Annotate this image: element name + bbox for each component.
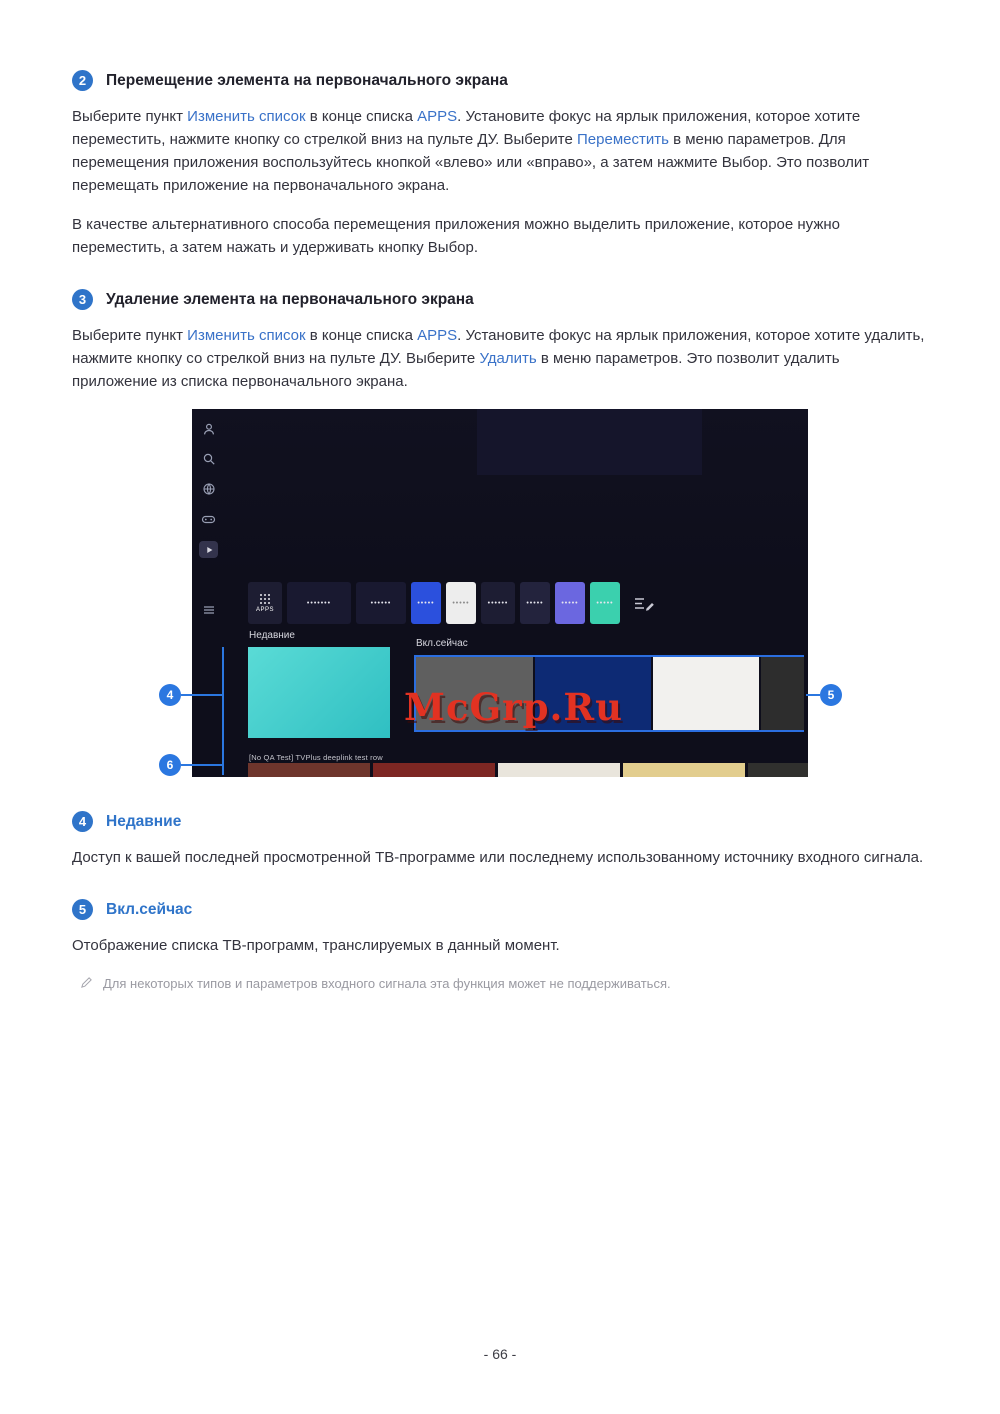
section-title-onnow: Вкл.сейчас bbox=[106, 900, 193, 918]
step-badge-2: 2 bbox=[72, 70, 93, 91]
callout-line-6 bbox=[181, 764, 222, 766]
text: в меню параметров. Для перемещения приложения воспользуйтесь кнопкой «влево» или «вправо», а затем нажмите Выбор. Это позволит перемещать приложение на первоначального экрана. bbox=[72, 131, 870, 194]
text: . Установите фокус на ярлык приложения, которое хотите удалить, нажмите кнопку со стрелкой вниз на пульте ДУ. Выберите bbox=[72, 327, 925, 367]
game-icon bbox=[201, 511, 217, 527]
profile-icon bbox=[201, 421, 217, 437]
paragraph-move-2: В качестве альтернативного способа перемещения приложения можно выделить приложение, которое нужно переместить, а затем нажать и удерживать кнопку Выбор. bbox=[72, 216, 840, 256]
tv-home-screenshot-figure bbox=[72, 409, 928, 777]
apps-label: APPS bbox=[255, 606, 274, 613]
step-badge-4: 4 bbox=[72, 811, 93, 832]
page-number: - 66 - bbox=[483, 1346, 517, 1362]
app-tile: ••••• bbox=[520, 582, 550, 624]
text: в конце списка bbox=[305, 327, 418, 344]
section-header-delete bbox=[72, 289, 928, 310]
section-title-delete: Удаление элемента на первоначального экрана bbox=[106, 290, 474, 308]
app-tile: •••••• bbox=[356, 582, 406, 624]
text: Выберите пункт bbox=[72, 327, 188, 344]
link-move[interactable]: Переместить bbox=[577, 131, 669, 148]
section-title-move: Перемещение элемента на первоначального экрана bbox=[106, 71, 508, 89]
search-icon bbox=[201, 451, 217, 467]
paragraph-onnow: Отображение списка ТВ-программ, транслируемых в данный момент. bbox=[72, 937, 560, 954]
app-tile: ••••• bbox=[555, 582, 585, 624]
edit-list-icon bbox=[631, 591, 655, 615]
app-tile: ••••••• bbox=[287, 582, 351, 624]
bottom-row-tiles bbox=[248, 763, 808, 777]
link-apps[interactable]: APPS bbox=[417, 108, 458, 125]
callout-badge-5: 5 bbox=[820, 684, 842, 706]
grid-dots-icon bbox=[260, 594, 270, 604]
step-badge-5: 5 bbox=[72, 899, 93, 920]
text: . Установите фокус на ярлык приложения, которое хотите переместить, нажмите кнопку со стрелкой вниз на пульте ДУ. Выберите bbox=[72, 108, 861, 148]
section-header-recent bbox=[72, 811, 928, 832]
text: в конце списка bbox=[305, 108, 418, 125]
paragraph-move-1 bbox=[72, 105, 928, 197]
app-tile: ••••• bbox=[590, 582, 620, 624]
link-edit-list[interactable]: Изменить список bbox=[187, 327, 306, 344]
menu-icon bbox=[201, 602, 217, 618]
footnote-text: Для некоторых типов и параметров входного сигнала эта функция может не поддерживаться. bbox=[103, 976, 671, 991]
app-tile: ••••• bbox=[446, 582, 476, 624]
callout-badge-4: 4 bbox=[159, 684, 181, 706]
onnow-tile bbox=[761, 657, 804, 730]
tv-sidebar bbox=[199, 421, 218, 618]
bottom-tile bbox=[623, 763, 745, 777]
app-tile: •••••• bbox=[481, 582, 515, 624]
onnow-tile bbox=[653, 657, 759, 730]
watermark: McGrp.Ru bbox=[404, 685, 623, 729]
paragraph-recent: Доступ к вашей последней просмотренной ТВ-программе или последнему использованному источнику входного сигнала. bbox=[72, 849, 924, 866]
app-tile: ••••• bbox=[411, 582, 441, 624]
link-apps[interactable]: APPS bbox=[417, 327, 458, 344]
app-tiles bbox=[287, 582, 620, 624]
media-icon bbox=[199, 541, 218, 558]
callout-badge-6: 6 bbox=[159, 754, 181, 776]
link-edit-list[interactable]: Изменить список bbox=[187, 108, 306, 125]
callout-line-4 bbox=[181, 694, 222, 696]
paragraph-delete-1 bbox=[72, 324, 928, 393]
bottom-tile bbox=[248, 763, 370, 777]
on-now-label: Вкл.сейчас bbox=[416, 638, 468, 649]
callout-line-5 bbox=[806, 694, 820, 696]
section-header-move bbox=[72, 70, 928, 91]
callout-line-vertical bbox=[222, 647, 224, 775]
step-badge-3: 3 bbox=[72, 289, 93, 310]
pencil-icon bbox=[80, 976, 93, 994]
recent-label: Недавние bbox=[249, 630, 295, 641]
bottom-tile bbox=[748, 763, 808, 777]
apps-grid-icon bbox=[248, 582, 282, 624]
text: в меню параметров. Это позволит удалить приложение из списка первоначального экрана. bbox=[72, 350, 840, 390]
text: Выберите пункт bbox=[72, 108, 188, 125]
section-header-onnow bbox=[72, 899, 928, 920]
bottom-tile bbox=[373, 763, 495, 777]
link-delete[interactable]: Удалить bbox=[479, 350, 537, 367]
tv-home-screenshot bbox=[192, 409, 808, 777]
bottom-row-label: [No QA Test] TVPlus deeplink test row bbox=[249, 753, 383, 762]
section-title-recent: Недавние bbox=[106, 812, 182, 830]
tv-background-highlight bbox=[477, 409, 702, 475]
recent-tile bbox=[248, 647, 390, 738]
app-row bbox=[248, 581, 655, 625]
bottom-tile bbox=[498, 763, 620, 777]
ambient-icon bbox=[201, 481, 217, 497]
footnote bbox=[72, 975, 900, 994]
